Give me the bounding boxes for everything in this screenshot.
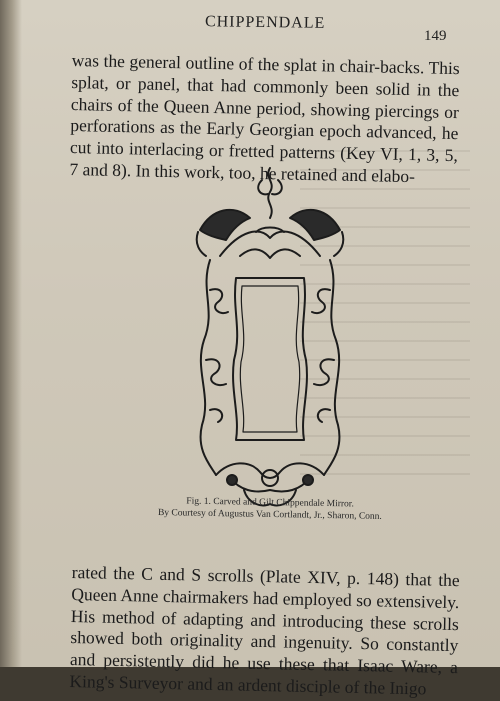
mirror-illustration (170, 160, 370, 515)
caption-line-2: By Courtesy of Augustus Van Cortlandt, Jr., Sharon, Conn. (157, 508, 382, 522)
page-number: 149 (424, 28, 447, 44)
caption-line-1: Fig. 1. Carved and Gilt Chippendale Mirror. (186, 496, 354, 510)
bottom-paragraph: rated the C and S scrolls (Plate XIV, p. 148) that the Queen Anne chairmakers had employed so extensively. His method of adapting and introducing these scrolls showed both originality and ingenuity. So constantly and persistently did he use these that Isaac Ware, a King's Surveyor and an ardent disciple of the Inigo (69, 562, 460, 699)
top-paragraph: was the general outline of the splat in chair-backs. This splat, or panel, that had commonly been solid in the chairs of the Queen Anne period, showing piercings or perforations as the Early Georgian epoch advanced, he cut into interlacing or fretted patterns (Key VI, 1, 3, 5, 7 and 8). In this work, too, he retained and elabo- (69, 50, 460, 187)
running-title: CHIPPENDALE (204, 13, 326, 32)
body-text-bottom (69, 562, 460, 701)
figure-caption (135, 495, 405, 524)
page-gutter-shadow (0, 0, 22, 667)
